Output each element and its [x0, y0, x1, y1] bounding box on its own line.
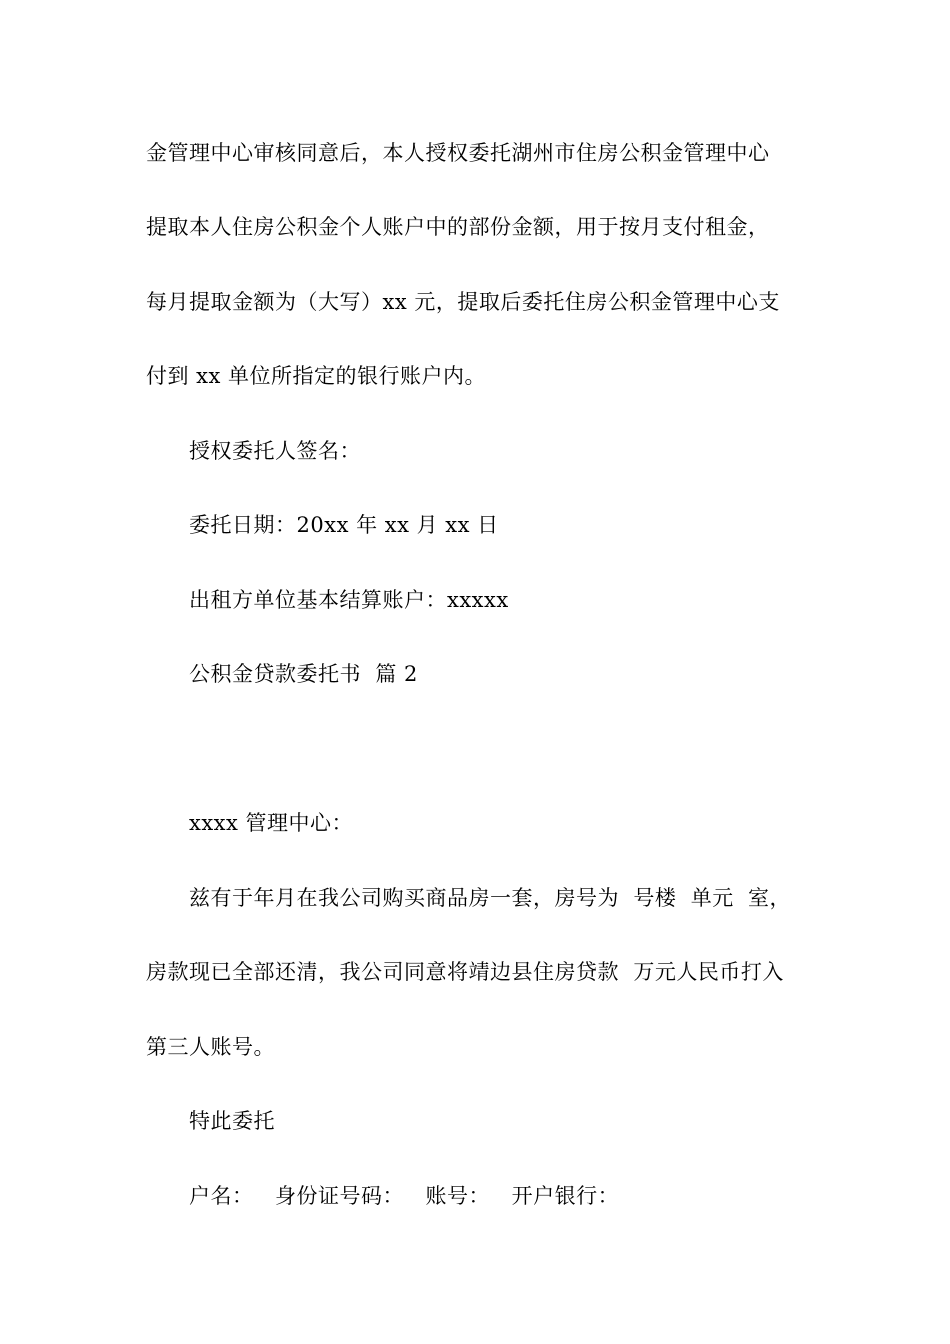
- account-fields: 户名： 身份证号码： 账号： 开户银行：: [189, 1184, 620, 1208]
- section-heading: 公积金贷款委托书 篇 2: [189, 662, 418, 686]
- signature-label: 授权委托人签名：: [189, 439, 361, 463]
- addressee: xxxx 管理中心：: [189, 811, 354, 835]
- paragraph2-line3: 第三人账号。: [146, 1035, 275, 1059]
- paragraph1-line4: 付到 xx 单位所指定的银行账户内。: [146, 364, 487, 388]
- paragraph2-line1: 兹有于年月在我公司购买商品房一套，房号为 号楼 单元 室，: [189, 886, 792, 910]
- delegation-date: 委托日期：20xx 年 xx 月 xx 日: [189, 513, 499, 537]
- closing-text: 特此委托: [189, 1109, 275, 1133]
- paragraph1-line1: 金管理中心审核同意后，本人授权委托湖州市住房公积金管理中心: [146, 141, 770, 165]
- paragraph1-line3: 每月提取金额为（大写）xx 元，提取后委托住房公积金管理中心支: [146, 290, 780, 314]
- paragraph1-line2: 提取本人住房公积金个人账户中的部份金额，用于按月支付租金，: [146, 215, 770, 239]
- settlement-account: 出租方单位基本结算账户：xxxxx: [189, 588, 509, 612]
- paragraph2-line2: 房款现已全部还清，我公司同意将靖边县住房贷款 万元人民币打入: [146, 960, 784, 984]
